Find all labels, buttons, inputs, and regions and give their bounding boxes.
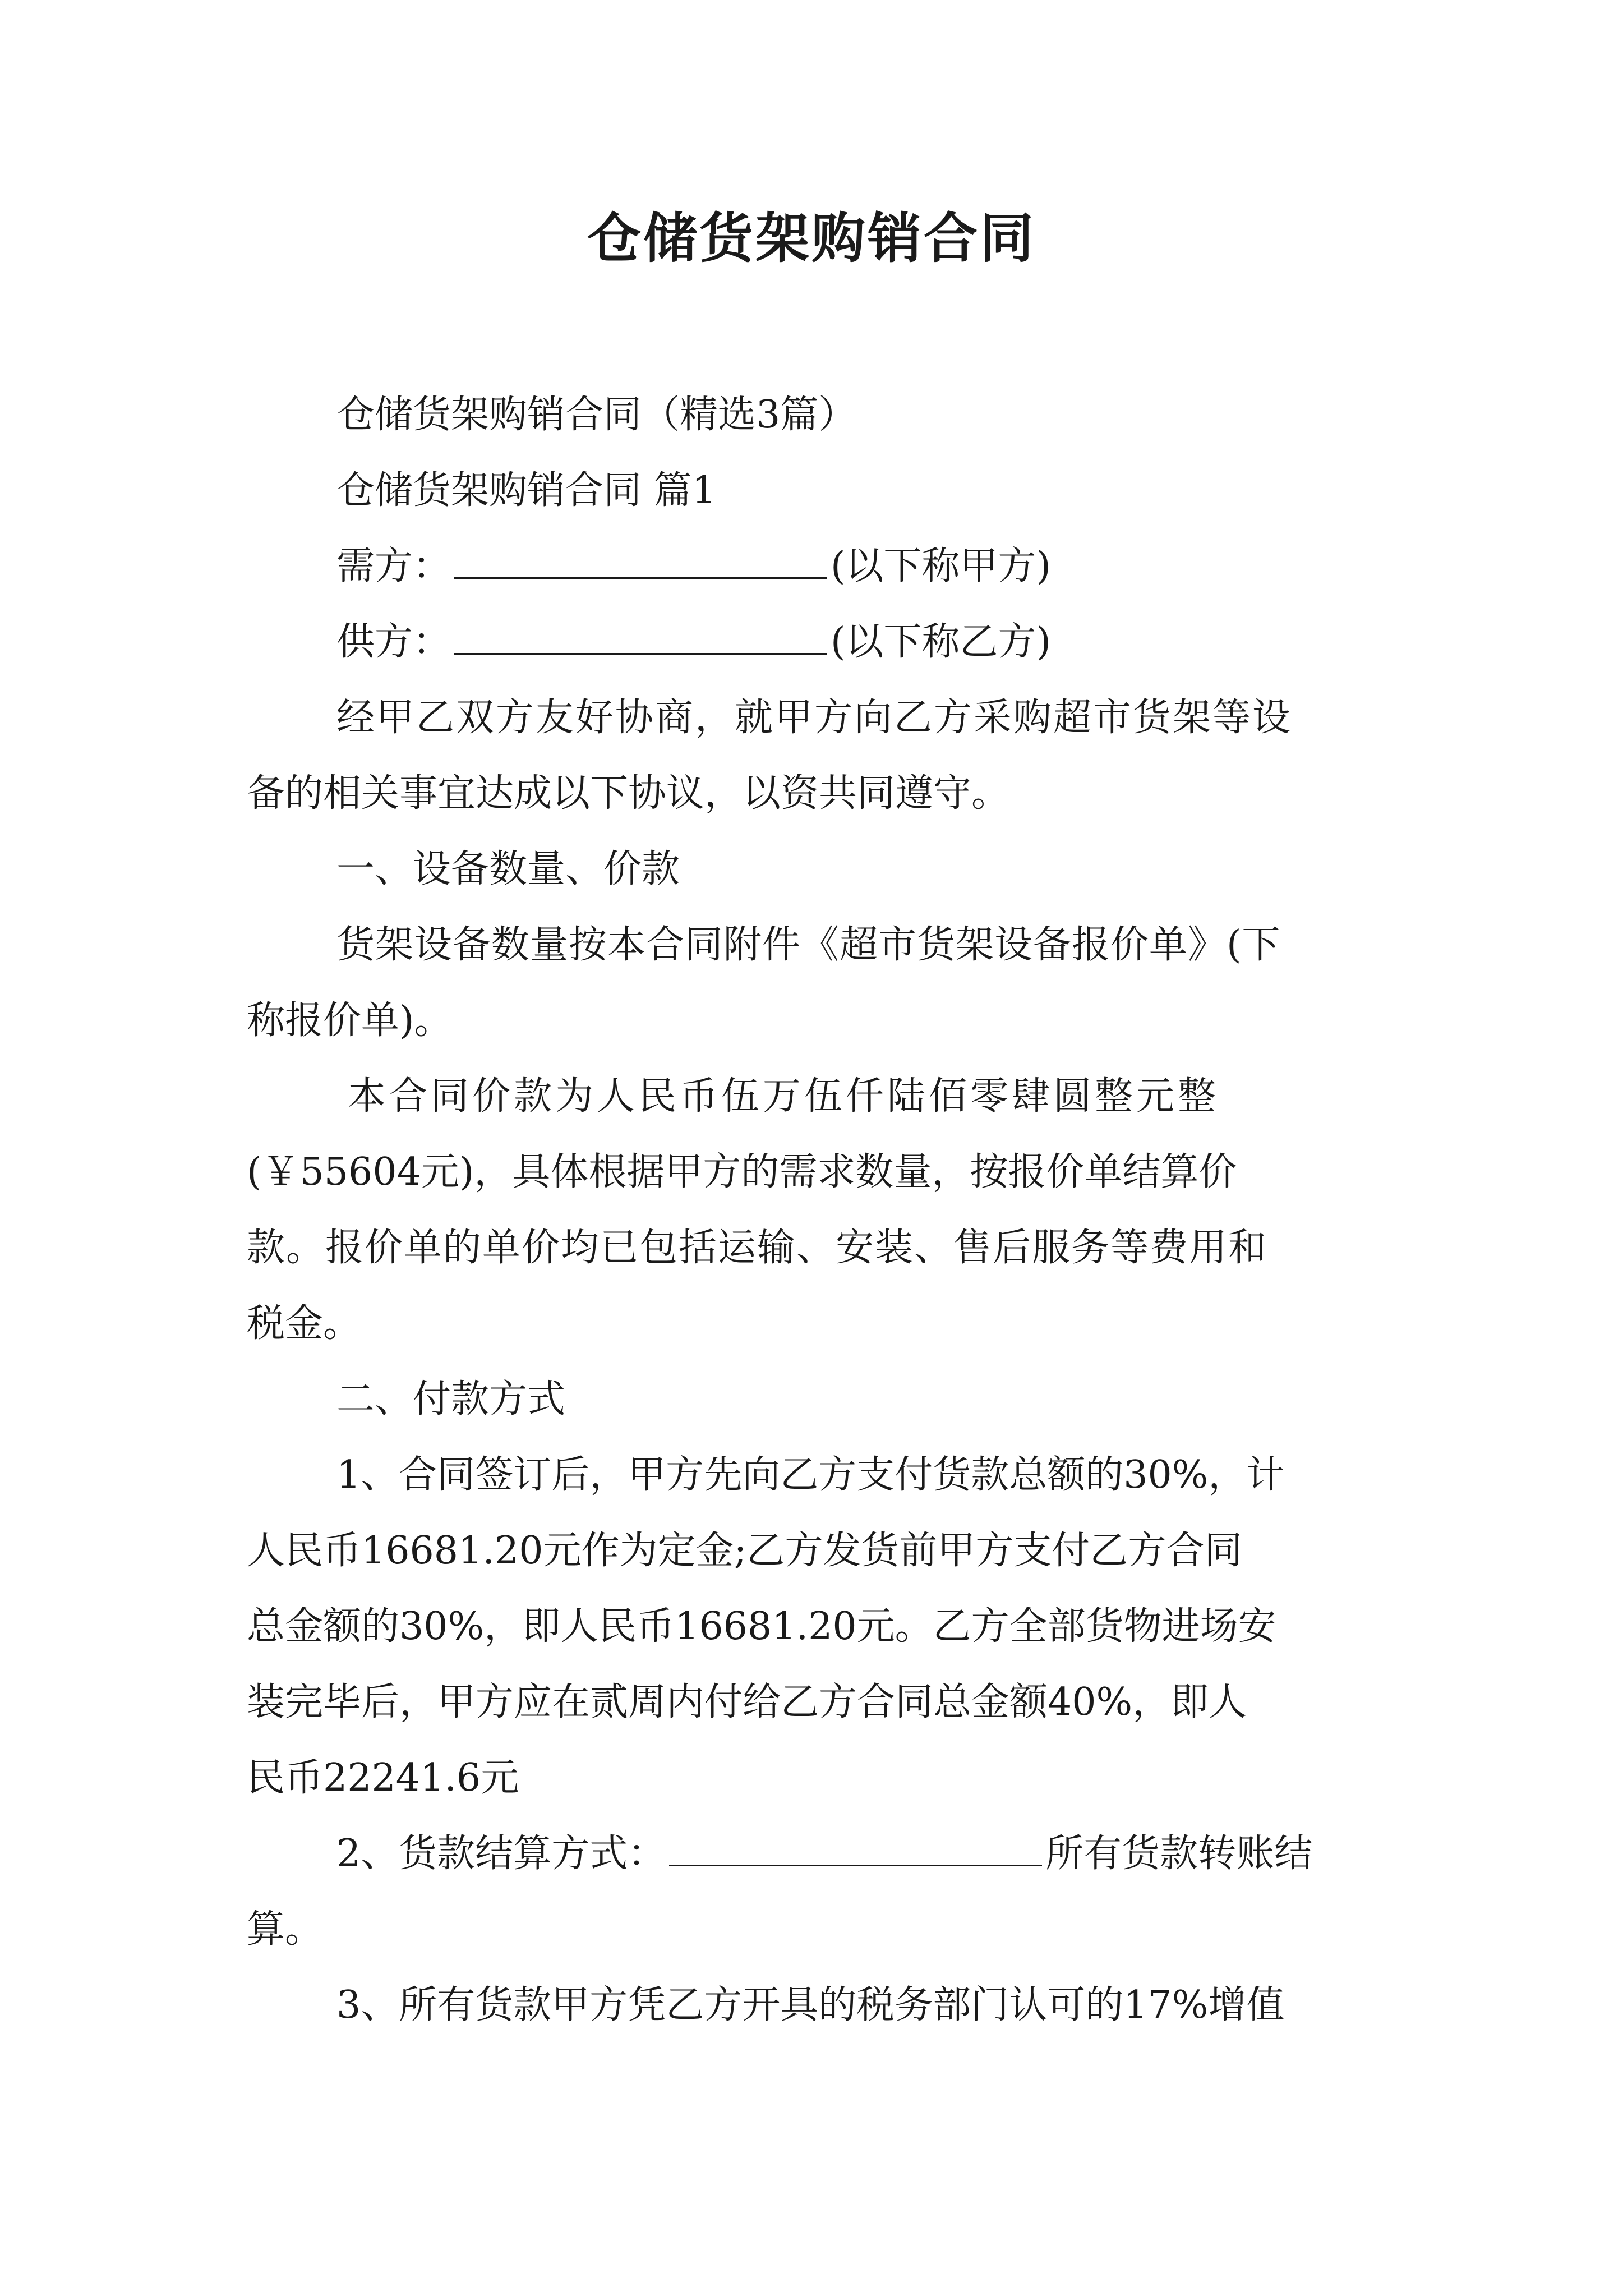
section-1-para-2-line-4: 税金。 [247, 1301, 362, 1346]
section-2-item-1-line-3: 总金额的30%，即人民币16681.20元。乙方全部货物进场安 [247, 1604, 1276, 1649]
seller-line [336, 614, 1051, 670]
section-1-heading: 一、设备数量、价款 [336, 847, 680, 891]
section-1-para-2-line-1: 本合同价款为人民币伍万伍仟陆佰零肆圆整元整 [348, 1074, 1220, 1119]
payment-method-blank-field [669, 1830, 1042, 1866]
section-2-item-2-line-1 [336, 1826, 1312, 1882]
section-2-item-1-line-5: 民币22241.6元 [247, 1756, 519, 1800]
payment-method-suffix: 所有货款转账结 [1045, 1832, 1313, 1876]
part-heading: 仓储货架购销合同 篇1 [336, 468, 716, 513]
section-1-para-1-line-2: 称报价单)。 [247, 999, 453, 1043]
intro-line-1: 经甲乙双方友好协商，就甲方向乙方采购超市货架等设 [336, 696, 1293, 740]
section-2-item-1-line-1: 1、合同签订后，甲方先向乙方支付货款总额的30%，计 [336, 1453, 1285, 1497]
section-1-para-2-line-3: 款。报价单的单价均已包括运输、安装、售后服务等费用和 [247, 1226, 1268, 1270]
section-2-item-1-line-4: 装完毕后，甲方应在贰周内付给乙方合同总金额40%，即人 [247, 1680, 1247, 1724]
section-2-item-2-line-2: 算。 [247, 1907, 324, 1952]
buyer-suffix: (以下称甲方) [831, 544, 1052, 588]
buyer-label: 需方： [336, 544, 451, 588]
seller-label: 供方： [336, 620, 451, 664]
seller-suffix: (以下称乙方) [831, 620, 1052, 664]
buyer-line [336, 539, 1051, 595]
section-2-item-1-line-2: 人民币16681.20元作为定金;乙方发货前甲方支付乙方合同 [247, 1529, 1243, 1573]
document-title: 仓储货架购销合同 [587, 207, 1036, 270]
document-subtitle: 仓储货架购销合同（精选3篇） [336, 393, 857, 437]
section-1-para-1-line-1: 货架设备数量按本合同附件《超市货架设备报价单》(下 [336, 923, 1281, 967]
seller-blank-field [454, 618, 827, 655]
payment-method-label: 2、货款结算方式： [336, 1832, 666, 1876]
section-2-heading: 二、付款方式 [336, 1377, 566, 1421]
section-2-item-3-line-1: 3、所有货款甲方凭乙方开具的税务部门认可的17%增值 [336, 1983, 1285, 2027]
section-1-para-2-line-2: (￥55604元)，具体根据甲方的需求数量，按报价单结算价 [247, 1150, 1237, 1194]
buyer-blank-field [454, 542, 827, 579]
intro-line-2: 备的相关事宜达成以下协议，以资共同遵守。 [247, 771, 1010, 816]
